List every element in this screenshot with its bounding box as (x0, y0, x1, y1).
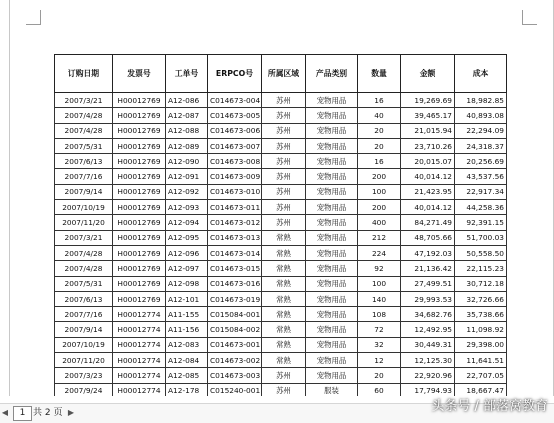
cell-order-date: 2007/3/21 (55, 93, 113, 108)
table-header-row (55, 55, 507, 93)
cell-region: 常熟 (262, 276, 306, 291)
cell-quantity: 140 (358, 291, 401, 306)
print-preview-page (9, 0, 554, 396)
cell-quantity: 20 (358, 138, 401, 153)
table-row (55, 322, 507, 337)
cell-invoice-no: H00012769 (113, 261, 166, 276)
cell-category: 宠物用品 (306, 307, 358, 322)
cell-category: 宠物用品 (306, 245, 358, 260)
header-invoice-no: 发票号 (113, 55, 166, 93)
cell-work-order: A12-084 (166, 353, 208, 368)
cell-work-order: A12-087 (166, 108, 208, 123)
cell-work-order: A12-083 (166, 337, 208, 352)
cell-amount: 21,423.95 (401, 184, 455, 199)
cell-invoice-no: H00012769 (113, 230, 166, 245)
cell-cost: 22,707.05 (455, 368, 507, 383)
cell-amount: 21,015.94 (401, 123, 455, 138)
cell-quantity: 12 (358, 353, 401, 368)
cell-erpco: C014673-009 (208, 169, 262, 184)
cell-category: 宠物用品 (306, 154, 358, 169)
table-row (55, 169, 507, 184)
cell-amount: 27,499.51 (401, 276, 455, 291)
table-row (55, 353, 507, 368)
cell-quantity: 200 (358, 169, 401, 184)
cell-quantity: 72 (358, 322, 401, 337)
cell-quantity: 100 (358, 184, 401, 199)
cell-order-date: 2007/7/16 (55, 307, 113, 322)
cell-order-date: 2007/4/28 (55, 245, 113, 260)
cell-category: 宠物用品 (306, 108, 358, 123)
table-row (55, 184, 507, 199)
next-page-icon[interactable]: ▶ (67, 408, 75, 417)
cell-invoice-no: H00012769 (113, 245, 166, 260)
cell-quantity: 224 (358, 245, 401, 260)
header-amount: 金额 (401, 55, 455, 93)
header-quantity: 数量 (358, 55, 401, 93)
cell-order-date: 2007/4/28 (55, 261, 113, 276)
cell-cost: 40,893.08 (455, 108, 507, 123)
header-order-date: 订购日期 (55, 55, 113, 93)
cell-quantity: 100 (358, 276, 401, 291)
cell-region: 常熟 (262, 245, 306, 260)
header-work-order: 工单号 (166, 55, 208, 93)
cell-erpco: C014673-014 (208, 245, 262, 260)
cell-order-date: 2007/3/23 (55, 368, 113, 383)
table-row (55, 276, 507, 291)
cell-region: 苏州 (262, 123, 306, 138)
cell-cost: 32,726.66 (455, 291, 507, 306)
cell-erpco: C014673-005 (208, 108, 262, 123)
cell-work-order: A12-093 (166, 200, 208, 215)
cell-order-date: 2007/9/24 (55, 383, 113, 396)
table-row (55, 368, 507, 383)
cell-amount: 17,794.93 (401, 383, 455, 396)
cell-region: 常熟 (262, 322, 306, 337)
cell-region: 苏州 (262, 138, 306, 153)
cell-invoice-no: H00012774 (113, 353, 166, 368)
cell-quantity: 200 (358, 200, 401, 215)
cell-erpco: C014673-003 (208, 368, 262, 383)
cell-amount: 84,271.49 (401, 215, 455, 230)
cell-invoice-no: H00012769 (113, 215, 166, 230)
cell-order-date: 2007/10/19 (55, 337, 113, 352)
cell-invoice-no: H00012774 (113, 322, 166, 337)
cell-region: 常熟 (262, 307, 306, 322)
cell-erpco: C014673-004 (208, 93, 262, 108)
cell-region: 苏州 (262, 184, 306, 199)
cell-amount: 30,449.31 (401, 337, 455, 352)
table-row (55, 200, 507, 215)
cell-work-order: A12-095 (166, 230, 208, 245)
cell-erpco: C014673-013 (208, 230, 262, 245)
cell-amount: 19,269.69 (401, 93, 455, 108)
cell-region: 苏州 (262, 368, 306, 383)
cell-region: 苏州 (262, 383, 306, 396)
table-row (55, 307, 507, 322)
cell-quantity: 92 (358, 261, 401, 276)
cell-work-order: A12-091 (166, 169, 208, 184)
header-category: 产品类别 (306, 55, 358, 93)
cell-cost: 50,558.50 (455, 245, 507, 260)
cell-region: 常熟 (262, 291, 306, 306)
table-row (55, 291, 507, 306)
cell-cost: 18,982.85 (455, 93, 507, 108)
watermark: 头条号 / 部落窝教育 (431, 399, 548, 414)
cell-amount: 12,492.95 (401, 322, 455, 337)
header-erpco: ERPCO号 (208, 55, 262, 93)
cell-category: 宠物用品 (306, 184, 358, 199)
table-row (55, 230, 507, 245)
header-region: 所属区域 (262, 55, 306, 93)
table-row (55, 138, 507, 153)
cell-invoice-no: H00012769 (113, 93, 166, 108)
cell-erpco: C014673-016 (208, 276, 262, 291)
cell-order-date: 2007/6/13 (55, 154, 113, 169)
cell-amount: 20,015.07 (401, 154, 455, 169)
cell-category: 宠物用品 (306, 261, 358, 276)
cell-region: 苏州 (262, 108, 306, 123)
table-row (55, 93, 507, 108)
cell-erpco: C014673-007 (208, 138, 262, 153)
cell-cost: 44,258.36 (455, 200, 507, 215)
cell-invoice-no: H00012769 (113, 276, 166, 291)
cell-erpco: C014673-002 (208, 353, 262, 368)
cell-category: 宠物用品 (306, 138, 358, 153)
cell-order-date: 2007/7/16 (55, 169, 113, 184)
cell-erpco: C014673-010 (208, 184, 262, 199)
cell-category: 宠物用品 (306, 123, 358, 138)
table-row (55, 245, 507, 260)
cell-category: 宠物用品 (306, 230, 358, 245)
cell-cost: 22,294.09 (455, 123, 507, 138)
previous-page-icon[interactable]: ◀ (1, 408, 9, 417)
cell-invoice-no: H00012774 (113, 368, 166, 383)
table-row (55, 123, 507, 138)
cell-amount: 23,710.26 (401, 138, 455, 153)
cell-invoice-no: H00012774 (113, 383, 166, 396)
table-row (55, 108, 507, 123)
cell-work-order: A12-101 (166, 291, 208, 306)
cell-erpco: C014673-019 (208, 291, 262, 306)
cell-amount: 48,705.66 (401, 230, 455, 245)
cell-amount: 40,014.12 (401, 169, 455, 184)
cell-erpco: C014673-015 (208, 261, 262, 276)
cell-category: 宠物用品 (306, 353, 358, 368)
cell-work-order: A12-097 (166, 261, 208, 276)
cell-amount: 22,920.96 (401, 368, 455, 383)
cell-amount: 29,993.53 (401, 291, 455, 306)
cell-erpco: C015240-001 (208, 383, 262, 396)
cell-order-date: 2007/5/31 (55, 276, 113, 291)
cell-order-date: 2007/5/31 (55, 138, 113, 153)
cell-order-date: 2007/9/14 (55, 322, 113, 337)
cell-cost: 51,700.03 (455, 230, 507, 245)
cell-invoice-no: H00012769 (113, 154, 166, 169)
cell-quantity: 20 (358, 123, 401, 138)
cell-quantity: 32 (358, 337, 401, 352)
cell-quantity: 20 (358, 368, 401, 383)
cell-work-order: A12-090 (166, 154, 208, 169)
cell-category: 宠物用品 (306, 276, 358, 291)
cell-category: 宠物用品 (306, 337, 358, 352)
cell-quantity: 60 (358, 383, 401, 396)
cell-work-order: A12-089 (166, 138, 208, 153)
header-cost: 成本 (455, 55, 507, 93)
cell-region: 常熟 (262, 353, 306, 368)
cell-erpco: C014673-001 (208, 337, 262, 352)
cell-invoice-no: H00012774 (113, 337, 166, 352)
cell-erpco: C014673-006 (208, 123, 262, 138)
cell-category: 服装 (306, 383, 358, 396)
orders-table (54, 54, 507, 396)
cell-work-order: A12-086 (166, 93, 208, 108)
table-row (55, 215, 507, 230)
cell-erpco: C015084-001 (208, 307, 262, 322)
current-page-input[interactable]: 1 (13, 406, 32, 421)
cell-quantity: 40 (358, 108, 401, 123)
cell-invoice-no: H00012769 (113, 138, 166, 153)
cell-region: 苏州 (262, 154, 306, 169)
cell-work-order: A12-092 (166, 184, 208, 199)
cell-cost: 24,318.37 (455, 138, 507, 153)
cell-cost: 35,738.66 (455, 307, 507, 322)
cell-invoice-no: H00012769 (113, 108, 166, 123)
cell-category: 宠物用品 (306, 368, 358, 383)
cell-amount: 39,465.17 (401, 108, 455, 123)
cell-region: 苏州 (262, 93, 306, 108)
cell-amount: 47,192.03 (401, 245, 455, 260)
cell-region: 常熟 (262, 337, 306, 352)
cell-quantity: 212 (358, 230, 401, 245)
cell-quantity: 16 (358, 154, 401, 169)
cell-quantity: 108 (358, 307, 401, 322)
margin-corner-top-right (522, 10, 537, 25)
cell-region: 常熟 (262, 261, 306, 276)
cell-work-order: A11-156 (166, 322, 208, 337)
table-body (55, 93, 507, 397)
cell-region: 苏州 (262, 169, 306, 184)
cell-category: 宠物用品 (306, 169, 358, 184)
cell-erpco: C014673-012 (208, 215, 262, 230)
cell-work-order: A12-096 (166, 245, 208, 260)
cell-invoice-no: H00012774 (113, 307, 166, 322)
cell-cost: 11,641.51 (455, 353, 507, 368)
cell-category: 宠物用品 (306, 93, 358, 108)
cell-amount: 21,136.42 (401, 261, 455, 276)
cell-category: 宠物用品 (306, 322, 358, 337)
cell-amount: 34,682.76 (401, 307, 455, 322)
cell-order-date: 2007/11/20 (55, 215, 113, 230)
cell-invoice-no: H00012769 (113, 123, 166, 138)
cell-cost: 18,667.47 (455, 383, 507, 396)
cell-category: 宠物用品 (306, 200, 358, 215)
cell-cost: 22,917.34 (455, 184, 507, 199)
cell-order-date: 2007/6/13 (55, 291, 113, 306)
cell-cost: 43,537.56 (455, 169, 507, 184)
cell-work-order: A12-098 (166, 276, 208, 291)
cell-invoice-no: H00012769 (113, 184, 166, 199)
cell-cost: 11,098.92 (455, 322, 507, 337)
table-row (55, 261, 507, 276)
cell-invoice-no: H00012769 (113, 291, 166, 306)
cell-order-date: 2007/4/28 (55, 123, 113, 138)
cell-invoice-no: H00012769 (113, 169, 166, 184)
cell-erpco: C015084-002 (208, 322, 262, 337)
cell-category: 宠物用品 (306, 291, 358, 306)
cell-amount: 40,014.12 (401, 200, 455, 215)
table-row (55, 337, 507, 352)
cell-order-date: 2007/10/19 (55, 200, 113, 215)
cell-order-date: 2007/11/20 (55, 353, 113, 368)
cell-work-order: A12-178 (166, 383, 208, 396)
cell-category: 宠物用品 (306, 215, 358, 230)
cell-amount: 12,125.30 (401, 353, 455, 368)
cell-region: 苏州 (262, 200, 306, 215)
cell-work-order: A11-155 (166, 307, 208, 322)
cell-region: 常熟 (262, 230, 306, 245)
cell-invoice-no: H00012769 (113, 200, 166, 215)
cell-work-order: A12-088 (166, 123, 208, 138)
cell-erpco: C014673-011 (208, 200, 262, 215)
cell-quantity: 400 (358, 215, 401, 230)
cell-order-date: 2007/3/21 (55, 230, 113, 245)
margin-corner-top-left (26, 10, 41, 25)
cell-cost: 29,398.00 (455, 337, 507, 352)
cell-region: 苏州 (262, 215, 306, 230)
cell-order-date: 2007/4/28 (55, 108, 113, 123)
total-pages-label: 共 2 页 (33, 408, 63, 418)
cell-erpco: C014673-008 (208, 154, 262, 169)
cell-order-date: 2007/9/14 (55, 184, 113, 199)
cell-cost: 20,256.69 (455, 154, 507, 169)
table-row (55, 154, 507, 169)
cell-cost: 22,115.23 (455, 261, 507, 276)
cell-cost: 92,391.15 (455, 215, 507, 230)
cell-work-order: A12-094 (166, 215, 208, 230)
cell-quantity: 16 (358, 93, 401, 108)
cell-work-order: A12-085 (166, 368, 208, 383)
cell-cost: 30,712.18 (455, 276, 507, 291)
